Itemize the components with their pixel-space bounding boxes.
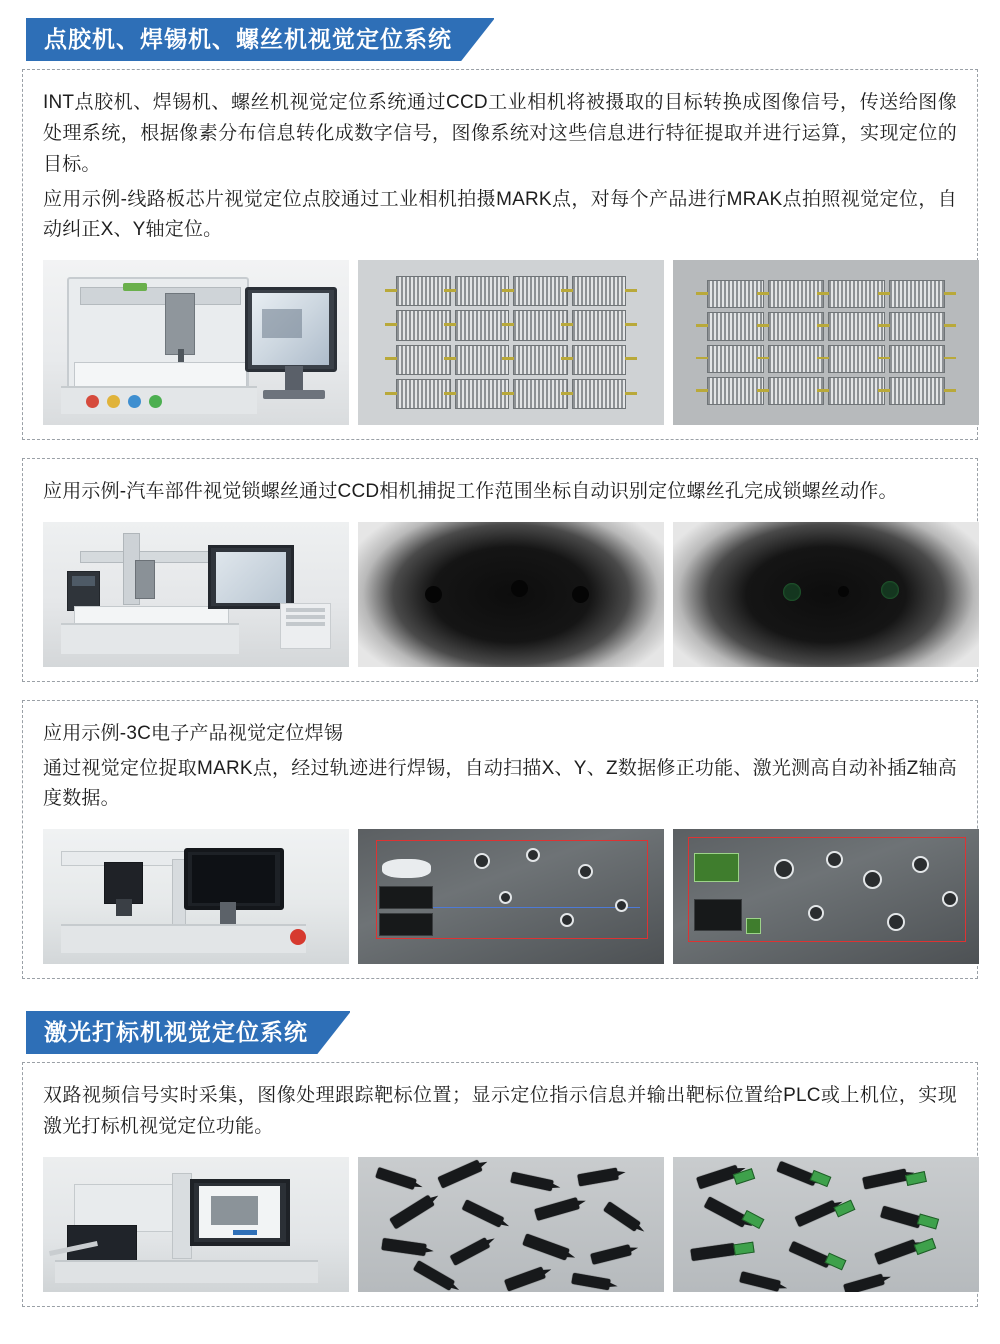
section-header-laser-marking [0,997,1000,1062]
image-laser-machine [43,1157,349,1292]
image-pcb-vision-2 [673,829,979,964]
paragraph: 应用示例-3C电子产品视觉定位焊锡 [43,722,344,744]
paragraph: 应用示例-线路板芯片视觉定位点胶通过工业相机拍摄MARK点，对每个产品进行MRAK点拍照视觉定位，自动纠正X、Y轴定位。 [43,188,957,241]
image-nozzles-1 [358,1157,664,1292]
content-block-laser [22,1062,978,1307]
image-hole-vision-2 [673,522,979,667]
paragraph: 应用示例-汽车部件视觉锁螺丝通过CCD相机捕捉工作范围坐标自动识别定位螺丝孔完成锁螺丝动作。 [43,481,898,503]
image-screw-machine [43,522,349,667]
content-block-intro [22,69,978,440]
image-hole-vision-1 [358,522,664,667]
image-strip [43,1157,957,1292]
image-strip [43,829,957,964]
paragraph: 通过视觉定位捉取MARK点，经过轨迹进行焊锡，自动扫描X、Y、Z数据修正功能、激光测高自动补插Z轴高度数据。 [43,757,957,810]
image-dispensing-robot [43,260,349,425]
image-chip-array-1 [358,260,664,425]
section-title: 激光打标机视觉定位系统 [26,1011,350,1054]
paragraph: INT点胶机、焊锡机、螺丝机视觉定位系统通过CCD工业相机将被摄取的目标转换成图像信号，传送给图像处理系统，根据像素分布信息转化成数字信号，图像系统对这些信息进行特征提取并进行运算，实现定位的目标。 [43,92,957,175]
section-title: 点胶机、焊锡机、螺丝机视觉定位系统 [26,18,494,61]
paragraph: 双路视频信号实时采集，图像处理跟踪靶标位置；显示定位指示信息并输出靶标位置给PLC或上机位，实现激光打标机视觉定位功能。 [43,1085,957,1138]
image-strip [43,260,957,425]
section-header-vision-positioning [0,0,1000,69]
image-solder-machine [43,829,349,964]
image-strip [43,522,957,667]
image-pcb-vision-1 [358,829,664,964]
image-chip-array-2 [673,260,979,425]
content-block-screw [22,458,978,682]
image-nozzles-2 [673,1157,979,1292]
content-block-solder [22,700,978,979]
